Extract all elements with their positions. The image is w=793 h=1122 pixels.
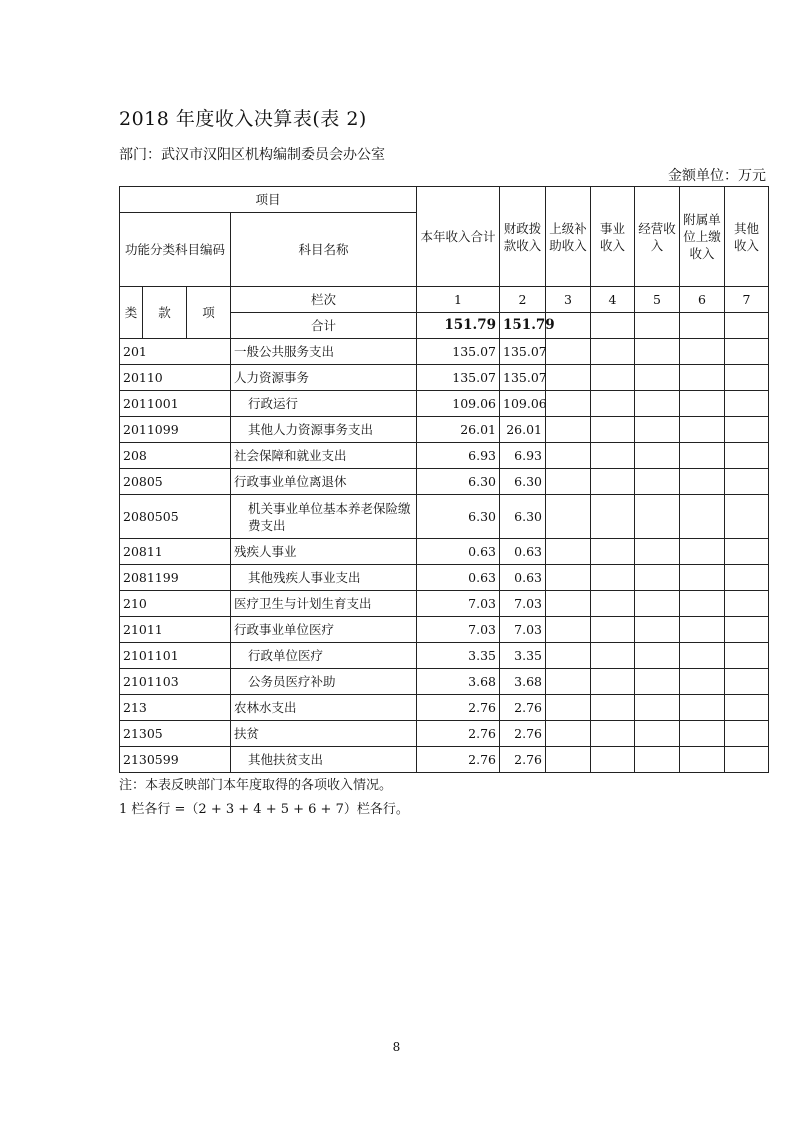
row-c2: 6.30 <box>500 469 546 495</box>
col-label-2: 财政拨款收入 <box>500 187 546 287</box>
row-code: 2080505 <box>120 495 231 539</box>
row-c1: 0.63 <box>417 539 500 565</box>
income-table <box>119 186 769 773</box>
table-row <box>120 591 769 617</box>
row-c2: 109.06 <box>500 391 546 417</box>
header-row-3 <box>120 287 769 313</box>
row-code: 210 <box>120 591 231 617</box>
department-line: 部门：武汉市汉阳区机构编制委员会办公室 <box>119 147 385 163</box>
row-c1: 26.01 <box>417 417 500 443</box>
row-c1: 0.63 <box>417 565 500 591</box>
header-code-label: 功能分类科目编码 <box>120 213 231 287</box>
col-label-6: 附属单位上缴收入 <box>680 187 725 287</box>
table-row <box>120 443 769 469</box>
row-name: 人力资源事务 <box>231 365 417 391</box>
table-row <box>120 669 769 695</box>
table-notes <box>119 774 409 822</box>
header-lanci: 栏次 <box>231 287 417 313</box>
row-c2: 6.93 <box>500 443 546 469</box>
col-num-1: 1 <box>417 287 500 313</box>
col-num-6: 6 <box>680 287 725 313</box>
row-name: 行政运行 <box>231 391 417 417</box>
row-c2: 2.76 <box>500 695 546 721</box>
row-c1: 3.68 <box>417 669 500 695</box>
row-c1: 3.35 <box>417 643 500 669</box>
table-row <box>120 617 769 643</box>
row-c2: 26.01 <box>500 417 546 443</box>
row-c2: 0.63 <box>500 539 546 565</box>
header-name-label: 科目名称 <box>231 213 417 287</box>
row-name: 行政事业单位医疗 <box>231 617 417 643</box>
row-code: 201 <box>120 339 231 365</box>
table-row <box>120 747 769 773</box>
col-num-2: 2 <box>500 287 546 313</box>
row-c2: 3.68 <box>500 669 546 695</box>
col-label-5: 经营收入 <box>635 187 680 287</box>
row-c2: 3.35 <box>500 643 546 669</box>
row-name: 农林水支出 <box>231 695 417 721</box>
table-row <box>120 339 769 365</box>
row-name: 残疾人事业 <box>231 539 417 565</box>
row-name: 机关事业单位基本养老保险缴费支出 <box>231 495 417 539</box>
row-code: 2101103 <box>120 669 231 695</box>
table-row <box>120 643 769 669</box>
row-code: 2011099 <box>120 417 231 443</box>
row-code: 20811 <box>120 539 231 565</box>
row-name: 行政事业单位离退休 <box>231 469 417 495</box>
row-code: 2130599 <box>120 747 231 773</box>
col-num-3: 3 <box>546 287 591 313</box>
row-name: 行政单位医疗 <box>231 643 417 669</box>
amount-unit: 金额单位：万元 <box>668 168 766 184</box>
row-c2: 0.63 <box>500 565 546 591</box>
row-name: 其他残疾人事业支出 <box>231 565 417 591</box>
note-line: 注：本表反映部门本年度取得的各项收入情况。 <box>119 778 393 793</box>
row-c2: 7.03 <box>500 591 546 617</box>
row-c1: 6.30 <box>417 495 500 539</box>
table-row <box>120 495 769 539</box>
row-c2: 7.03 <box>500 617 546 643</box>
row-code: 2101101 <box>120 643 231 669</box>
page-number: 8 <box>392 1040 401 1054</box>
row-c2: 135.07 <box>500 365 546 391</box>
row-code: 20805 <box>120 469 231 495</box>
row-name: 其他扶贫支出 <box>231 747 417 773</box>
row-name: 公务员医疗补助 <box>231 669 417 695</box>
row-c1: 135.07 <box>417 339 500 365</box>
table-row <box>120 365 769 391</box>
header-row-1 <box>120 187 769 213</box>
col-label-7: 其他收入 <box>725 187 769 287</box>
header-item: 项目 <box>120 187 417 213</box>
col-label-4: 事业收入 <box>591 187 635 287</box>
row-c2: 135.07 <box>500 339 546 365</box>
row-name: 社会保障和就业支出 <box>231 443 417 469</box>
row-c1: 7.03 <box>417 591 500 617</box>
table-row <box>120 539 769 565</box>
note-line: 1 栏各行 =（2 + 3 + 4 + 5 + 6 + 7）栏各行。 <box>119 802 409 817</box>
col-label-1: 本年收入合计 <box>417 187 500 287</box>
col-num-5: 5 <box>635 287 680 313</box>
row-c1: 135.07 <box>417 365 500 391</box>
col-num-7: 7 <box>725 287 769 313</box>
row-c1: 2.76 <box>417 721 500 747</box>
row-name: 医疗卫生与计划生育支出 <box>231 591 417 617</box>
row-c2: 2.76 <box>500 721 546 747</box>
header-lei: 类 <box>120 287 143 339</box>
col-label-3: 上级补助收入 <box>546 187 591 287</box>
total-c2: 151.79 <box>500 313 546 339</box>
row-code: 213 <box>120 695 231 721</box>
row-code: 2011001 <box>120 391 231 417</box>
row-c1: 6.93 <box>417 443 500 469</box>
row-c1: 2.76 <box>417 747 500 773</box>
table-row <box>120 695 769 721</box>
col-num-4: 4 <box>591 287 635 313</box>
table-row <box>120 565 769 591</box>
header-xiang: 项 <box>187 287 231 339</box>
row-code: 21011 <box>120 617 231 643</box>
row-code: 208 <box>120 443 231 469</box>
table-row <box>120 391 769 417</box>
table-row <box>120 469 769 495</box>
row-code: 20110 <box>120 365 231 391</box>
row-c2: 2.76 <box>500 747 546 773</box>
row-code: 2081199 <box>120 565 231 591</box>
row-c2: 6.30 <box>500 495 546 539</box>
table-row <box>120 721 769 747</box>
row-c1: 6.30 <box>417 469 500 495</box>
page-title: 2018 年度收入决算表(表 2) <box>119 108 367 130</box>
row-name: 一般公共服务支出 <box>231 339 417 365</box>
row-name: 扶贫 <box>231 721 417 747</box>
total-c1: 151.79 <box>417 313 500 339</box>
row-c1: 2.76 <box>417 695 500 721</box>
total-label: 合计 <box>231 313 417 339</box>
header-kuan: 款 <box>143 287 187 339</box>
row-name: 其他人力资源事务支出 <box>231 417 417 443</box>
table-row <box>120 417 769 443</box>
row-c1: 109.06 <box>417 391 500 417</box>
row-code: 21305 <box>120 721 231 747</box>
row-c1: 7.03 <box>417 617 500 643</box>
